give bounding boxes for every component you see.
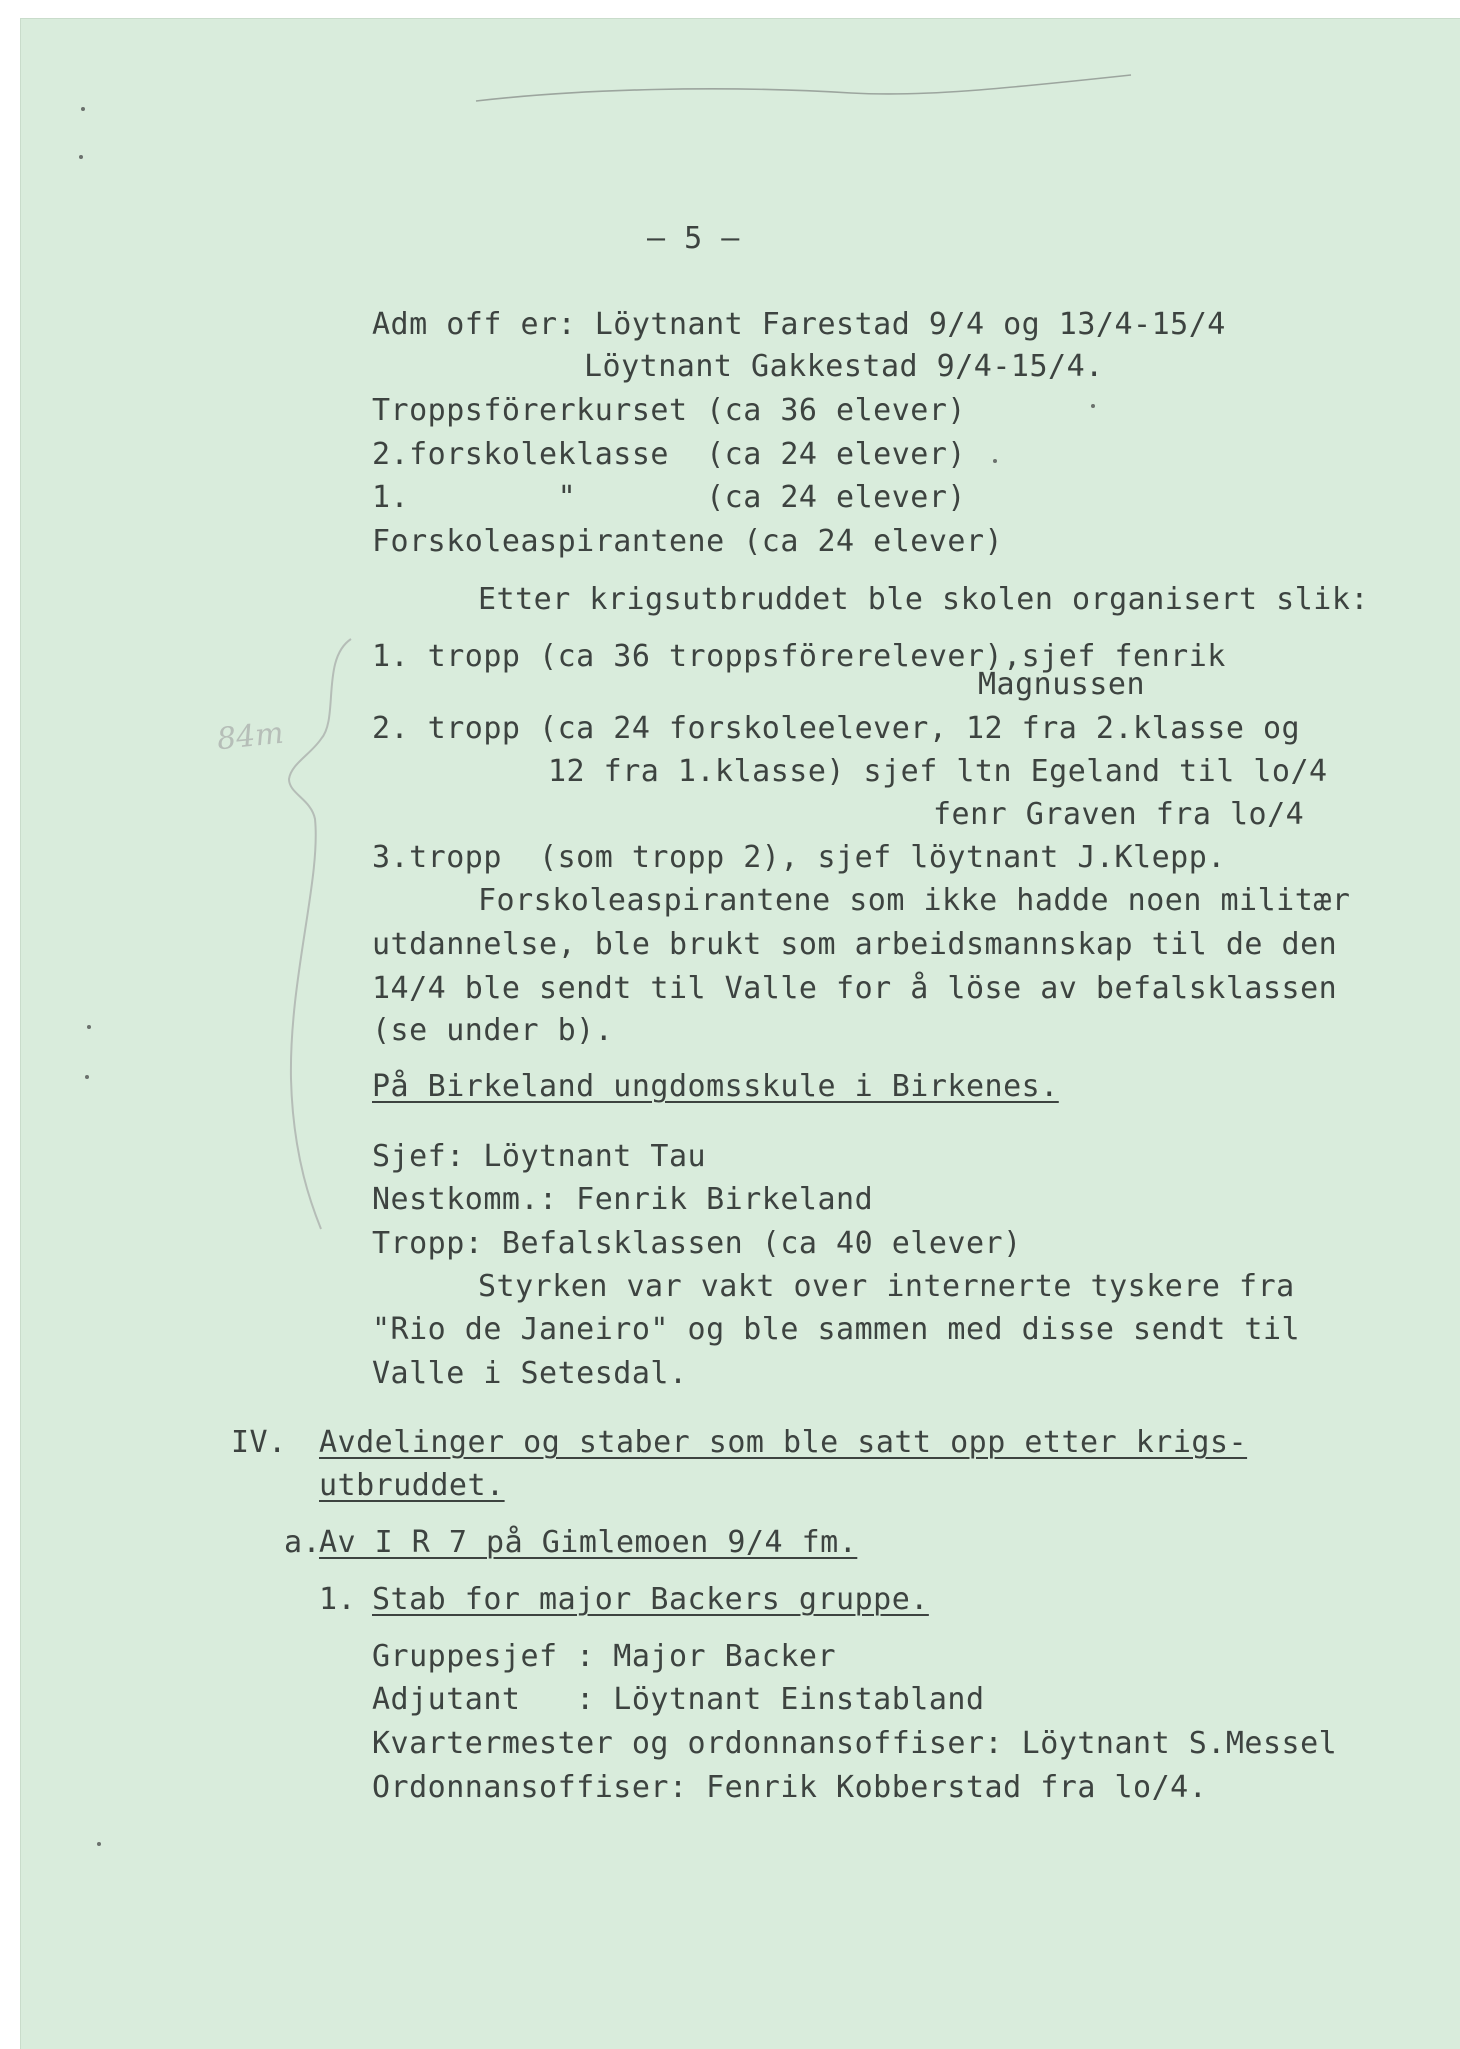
text-line: 1. " (ca 24 elever) xyxy=(372,480,966,515)
section-title: Avdelinger og staber som ble satt opp etter krigs- xyxy=(319,1425,1248,1460)
text-line: Troppsförerkurset (ca 36 elever) xyxy=(372,393,966,428)
speck xyxy=(85,1075,89,1079)
text-line: Etter krigsutbruddet ble skolen organisert slik: xyxy=(478,582,1369,617)
margin-note: 84m xyxy=(215,715,286,758)
text-line: utdannelse, ble brukt som arbeidsmannskap til de den xyxy=(372,927,1338,962)
section-number: IV. xyxy=(231,1425,287,1460)
item-title: Stab for major Backers gruppe. xyxy=(372,1582,929,1617)
speck xyxy=(81,107,85,111)
speck xyxy=(87,1025,91,1029)
item-label: 1. xyxy=(319,1582,357,1617)
text-line: Styrken var vakt over internerte tyskere fra xyxy=(478,1269,1295,1304)
text-line: Forskoleaspirantene som ikke hadde noen militær xyxy=(478,883,1351,918)
text-line: Adjutant : Löytnant Einstabland xyxy=(372,1682,985,1717)
text-line: "Rio de Janeiro" og ble sammen med disse sendt til xyxy=(372,1312,1301,1347)
text-line: Valle i Setesdal. xyxy=(372,1356,688,1391)
text-line: Tropp: Befalsklassen (ca 40 elever) xyxy=(372,1226,1022,1261)
text-line: 3.tropp (som tropp 2), sjef löytnant J.Klepp. xyxy=(372,840,1226,875)
text-line: Sjef: Löytnant Tau xyxy=(372,1139,707,1174)
text-line: 14/4 ble sendt til Valle for å löse av befalsklassen xyxy=(372,971,1338,1006)
text-line: Adm off er: Löytnant Farestad 9/4 og 13/4-15/4 xyxy=(372,307,1226,342)
text-line: fenr Graven fra lo/4 xyxy=(933,797,1305,832)
text-line: 12 fra 1.klasse) sjef ltn Egeland til lo/4 xyxy=(548,754,1328,789)
document-page xyxy=(20,18,1460,2049)
text-line: Nestkomm.: Fenrik Birkeland xyxy=(372,1182,874,1217)
text-line: 2.forskoleklasse (ca 24 elever) xyxy=(372,437,966,472)
subsection-label: a. xyxy=(284,1525,322,1560)
speck xyxy=(79,155,83,159)
text-line: Kvartermester og ordonnansoffiser: Löytnant S.Messel xyxy=(372,1726,1338,1761)
text-line: Gruppesjef : Major Backer xyxy=(372,1639,837,1674)
text-line: Löytnant Gakkestad 9/4-15/4. xyxy=(584,349,1104,384)
section-title: utbruddet. xyxy=(319,1468,505,1503)
text-line: Magnussen xyxy=(978,667,1146,702)
section-heading: På Birkeland ungdomsskule i Birkenes. xyxy=(372,1069,1059,1104)
subsection-title: Av I R 7 på Gimlemoen 9/4 fm. xyxy=(319,1525,858,1560)
text-line: (se under b). xyxy=(372,1013,614,1048)
text-line: 2. tropp (ca 24 forskoleelever, 12 fra 2.klasse og xyxy=(372,711,1301,746)
text-line: Ordonnansoffiser: Fenrik Kobberstad fra lo/4. xyxy=(372,1770,1208,1805)
speck xyxy=(97,1842,101,1846)
speck xyxy=(1091,404,1095,408)
text-line: Forskoleaspirantene (ca 24 elever) xyxy=(372,524,1004,559)
speck xyxy=(993,459,997,463)
page-number: – 5 – xyxy=(647,221,740,256)
text-line: 1. tropp (ca 36 troppsförerelever),sjef fenrik xyxy=(372,639,1226,674)
